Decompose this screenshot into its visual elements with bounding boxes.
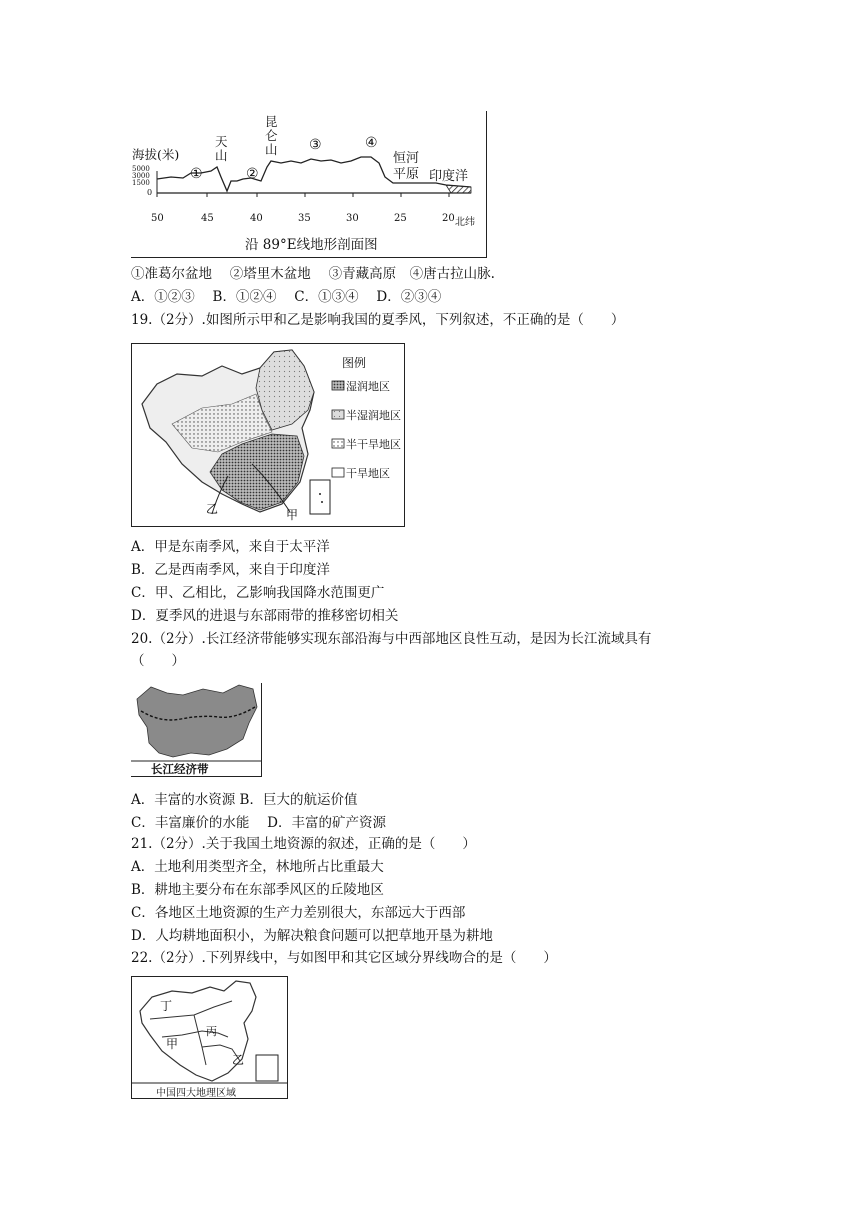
y-tick-1500: 1500	[132, 179, 150, 187]
q19-option-b: B．乙是西南季风，来自于印度洋	[131, 562, 330, 578]
region-label-yi: 乙	[232, 1053, 245, 1067]
indian-ocean-label: 印度洋	[429, 169, 469, 184]
q22-stem: 22.（2分）.下列界线中，与如图甲和其它区域分界线吻合的是（ ）	[131, 950, 557, 966]
q19-option-c: C．甲、乙相比，乙影响我国降水范围更广	[131, 585, 385, 601]
map-label-yi: 乙	[206, 502, 219, 516]
q20-stem-1: 20.（2分）.长江经济带能够实现东部沿海与中西部地区良性互动，是因为长江流域具有	[131, 631, 652, 647]
legend-semi-humid: 半湿润地区	[346, 409, 401, 422]
q21-stem: 21.（2分）.关于我国土地资源的叙述，正确的是（ ）	[131, 836, 476, 852]
q20-stem-2: （ ）	[131, 653, 185, 669]
x-tick-50: 50	[151, 213, 164, 224]
ganges-label-1: 恒河	[393, 151, 420, 166]
tianshan-label: 天 山	[215, 134, 228, 163]
marker-1: ①	[190, 166, 203, 182]
q21-option-b: B．耕地主要分布在东部季风区的丘陵地区	[131, 882, 384, 898]
q18-option-labels: ①准葛尔盆地 ②塔里木盆地 ③青藏高原 ④唐古拉山脉.	[131, 266, 495, 282]
y-tick-3000: 3000	[132, 172, 150, 180]
q21-option-c: C．各地区土地资源的生产力差别很大，东部远大于西部	[131, 905, 466, 921]
y-tick-0: 0	[147, 188, 153, 197]
x-unit-label: 北纬	[455, 217, 475, 228]
q21-option-d: D．人均耕地面积小，为解决粮食问题可以把草地开垦为耕地	[131, 928, 493, 944]
altitude-label: 海拔(米)	[132, 147, 180, 162]
q19-option-a: A．甲是东南季风，来自于太平洋	[131, 539, 330, 555]
q19-option-d: D．夏季风的进退与东部雨带的推移密切相关	[131, 608, 399, 624]
legend-title: 图例	[342, 356, 367, 370]
china-four-regions-map	[131, 976, 288, 1099]
map-label-jia: 甲	[286, 508, 299, 522]
y-tick-5000: 5000	[132, 165, 150, 173]
china-humidity-map	[131, 343, 405, 527]
kunlun-label: 昆 仑 山	[265, 114, 278, 157]
x-tick-45: 45	[201, 213, 214, 224]
legend-semi-arid: 半干旱地区	[346, 438, 401, 451]
x-tick-40: 40	[250, 213, 263, 224]
legend-humid: 湿润地区	[346, 380, 390, 393]
regions-caption: 中国四大地理区域	[156, 1088, 236, 1099]
ganges-label-2: 平原	[393, 167, 420, 182]
x-tick-30: 30	[346, 213, 359, 224]
yangtze-belt-map	[131, 683, 262, 777]
terrain-profile-figure	[131, 111, 487, 258]
legend-arid: 干旱地区	[346, 467, 390, 480]
marker-3: ③	[309, 137, 322, 153]
x-tick-35: 35	[298, 213, 311, 224]
profile-caption: 沿 89°E线地形剖面图	[245, 237, 378, 253]
x-tick-20: 20	[442, 213, 455, 224]
q20-options-ab: A．丰富的水资源 B．巨大的航运价值	[131, 792, 358, 808]
x-tick-25: 25	[394, 213, 407, 224]
region-label-ding: 丁	[160, 999, 173, 1013]
region-label-bing: 丙	[206, 1025, 217, 1038]
q21-option-a: A．土地利用类型齐全，林地所占比重最大	[131, 859, 384, 875]
yangtze-caption: 长江经济带	[151, 762, 209, 776]
marker-2: ②	[246, 166, 259, 182]
q18-choices: A．①②③ B．①②④ C．①③④ D．②③④	[131, 289, 442, 305]
region-label-jia: 甲	[166, 1037, 179, 1051]
q20-options-cd: C．丰富廉价的水能 D．丰富的矿产资源	[131, 815, 386, 831]
q19-stem: 19.（2分）.如图所示甲和乙是影响我国的夏季风，下列叙述，不正确的是（ ）	[131, 312, 625, 328]
marker-4: ④	[365, 135, 378, 151]
